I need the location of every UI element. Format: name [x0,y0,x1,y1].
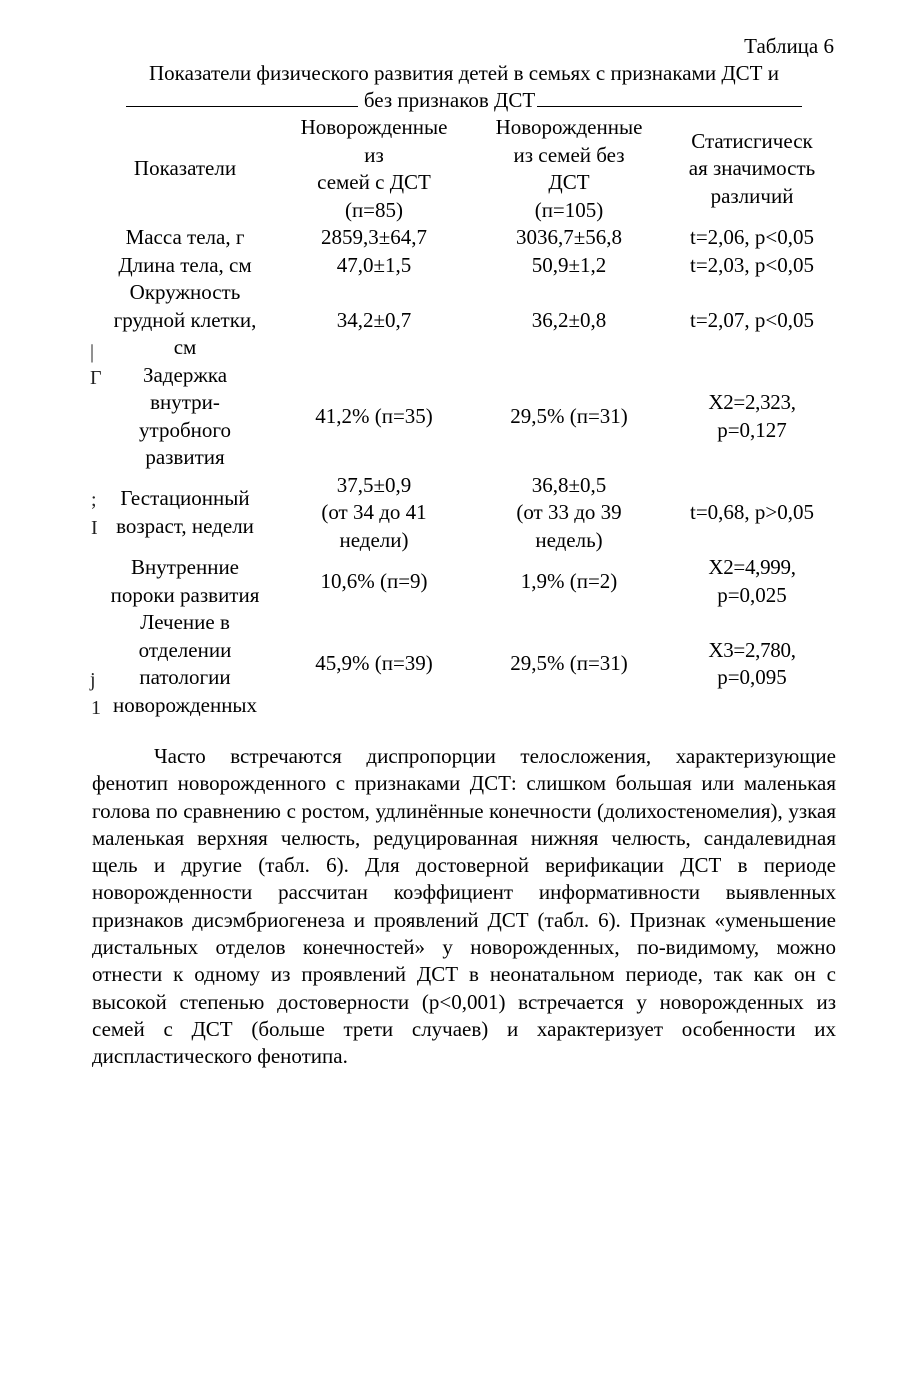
significance-value [668,554,836,609]
header-significance-line: различий [710,183,794,208]
row-label-line: Гестационный [120,486,250,511]
margin-mark: 1 [91,697,101,719]
header-non-dst-line: ДСТ [548,170,590,194]
value-line: 37,5±0,9 [336,472,412,497]
dst-value: 45,9% (п=39) [315,651,433,676]
margin-mark: I [91,517,98,539]
body-paragraph [92,743,836,1071]
caption-line-2 [92,87,836,114]
non-dst-value: 1,9% (п=2) [520,568,618,593]
row-label-line: пороки развития [110,582,260,607]
dst-value: 41,2% (п=35) [315,403,433,428]
significance-value: t=2,03, p<0,05 [689,252,815,277]
significance-line: р=0,127 [717,417,787,442]
value-line: 36,8±0,5 [531,472,607,497]
table-header-row [92,114,836,224]
margin-mark: ; [91,489,97,511]
non-dst-value: 29,5% (п=31) [510,651,628,676]
caption-underline-right [537,87,802,107]
significance-line: Х2=2,323, [708,390,796,414]
row-label [92,609,278,719]
table-row [92,362,836,472]
header-indicators: Показатели [133,156,237,181]
row-label: Длина тела, см [118,252,252,277]
dst-value: 10,6% (п=9) [320,568,428,593]
header-dst-line: семей с ДСТ [317,170,431,194]
row-label-line: внутри- [150,390,220,414]
significance-value: t=0,68, p>0,05 [689,500,815,524]
table-number: Таблица 6 [744,34,834,58]
paragraph-text: Часто встречаются диспропорции телосложения, характеризующие фенотип новорожденного с признаками ДСТ: слишком большая или маленькая голова по сравнению с ростом, удлинённые конечности (долихостеномелия), узкая маленькая верхняя челюсть, редуцированная нижняя челюсть, сандалевидная щель и другие (табл. 6). Для достоверной верификации ДСТ в периоде новорожденности рассчитан коэффициент информативности выявленных признаков дисэмбриогенеза и проявлений ДСТ (табл. 6). Признак «уменьшение дистальных отделов конечностей» у новорожденных, по-видимому, можно отнести к одному из проявлений ДСТ в неонатальном периоде, так как он с высокой степенью достоверности (р<0,001) встречается у новорожденных из семей с ДСТ (больше трети случаев) и характеризует особенности их диспластического фенотипа. [92,744,836,1069]
header-non-dst-line: (п=105) [534,197,604,222]
header-significance-line: Статисгическ [691,128,813,153]
non-dst-value [470,472,668,555]
row-label: Масса тела, г [125,225,245,249]
caption-line-2-text: без признаков ДСТ [363,88,536,112]
table-row [92,554,836,609]
row-label [92,472,278,555]
dst-value: 34,2±0,7 [336,307,412,332]
row-label-line: см [173,335,197,359]
header-non-dst-line: из семей без [513,142,625,167]
row-label-line: Окружность [129,280,241,304]
data-table [92,114,836,719]
margin-mark: | [90,341,95,363]
header-significance-line: ая значимость [688,156,816,181]
header-non-dst-line: Новорожденные [495,115,643,139]
significance-value: t=2,07, p<0,05 [689,307,815,332]
non-dst-value: 50,9±1,2 [531,252,607,277]
significance-line: Х2=4,999, [708,555,796,579]
value-line: недель) [535,527,603,552]
row-label [92,554,278,609]
header-significance [668,114,836,224]
dst-value: 2859,3±64,7 [320,225,428,249]
row-label [92,362,278,472]
row-label-line: грудной клетки, [113,307,257,332]
significance-line: р=0,095 [717,665,787,689]
non-dst-value: 3036,7±56,8 [515,225,623,249]
non-dst-value: 29,5% (п=31) [510,403,628,428]
table-row [92,609,836,719]
row-label-line: Внутренние [130,555,240,579]
value-line: недели) [339,527,409,552]
table-caption [92,60,836,114]
row-label-line: патологии [139,665,231,689]
table-row [92,472,836,555]
row-label-line: утробного [139,417,231,442]
table-row [92,279,836,362]
margin-mark: Г [90,367,102,389]
table-row [92,224,836,252]
significance-value [668,609,836,719]
row-label-line: Лечение в [140,610,230,634]
caption-underline-left [126,87,358,107]
caption-line-1: Показатели физического развития детей в семьях с признаками ДСТ и [149,61,779,85]
header-non-dst-newborns [470,114,668,224]
significance-line: Х3=2,780, [708,637,796,662]
header-dst-line: Новорожденные [300,115,448,139]
significance-value: t=2,06, p<0,05 [689,225,815,249]
row-label [92,279,278,362]
dst-value: 47,0±1,5 [336,252,412,277]
dst-value [278,472,470,555]
margin-mark: j [90,669,96,691]
header-dst-line: из [364,142,384,167]
row-label-line: возраст, недели [116,513,254,538]
row-label-line: новорожденных [112,692,258,717]
table-row [92,252,836,280]
header-dst-line: (п=85) [344,197,404,222]
significance-value [668,362,836,472]
value-line: (от 33 до 39 [516,500,622,524]
significance-line: р=0,025 [717,582,787,607]
row-label-line: Задержка [142,362,228,387]
row-label-line: развития [145,445,225,469]
header-dst-newborns [278,114,470,224]
non-dst-value: 36,2±0,8 [531,307,607,332]
row-label-line: отделении [138,637,232,662]
value-line: (от 34 до 41 [321,500,427,524]
